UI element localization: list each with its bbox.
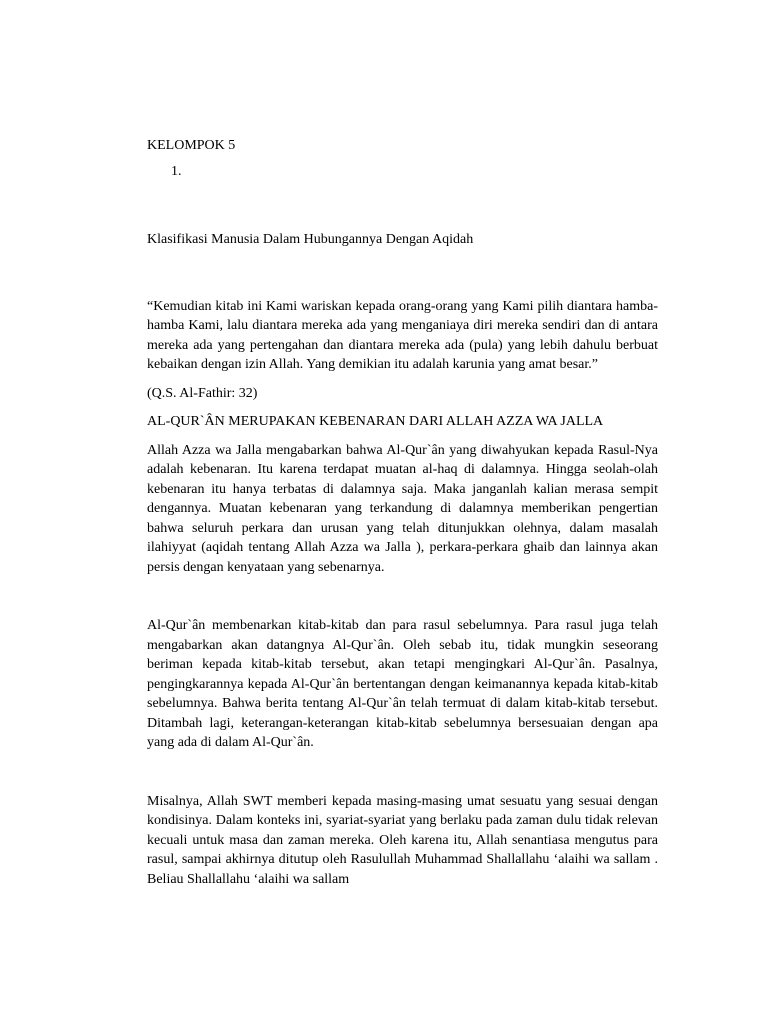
- section-title: Klasifikasi Manusia Dalam Hubungannya Dengan Aqidah: [147, 232, 474, 247]
- document-content: [147, 136, 658, 889]
- citation: (Q.S. Al-Fathir: 32): [147, 385, 258, 401]
- list-marker: 1.: [171, 163, 182, 179]
- body-paragraph-3: Misalnya, Allah SWT memberi kepada masing-masing umat sesuatu yang sesuai dengan kondisinya. Dalam konteks ini, syariat-syariat yang berlaku pada zaman dulu tidak relevan kecuali untuk masa dan zaman mereka. Oleh karena itu, Allah senantiasa mengutus para rasul, sampai akhirnya ditutup oleh Rasulullah Muhammad Shallallahu ‘alaihi wa sallam . Beliau Shallallahu ‘alaihi wa sallam: [147, 793, 658, 887]
- subheading: AL-QUR`ÂN MERUPAKAN KEBENARAN DARI ALLAH AZZA WA JALLA: [147, 414, 604, 429]
- body-paragraph-1: Allah Azza wa Jalla mengabarkan bahwa Al-Qur`ân yang diwahyukan kepada Rasul-Nya adalah kebenaran. Itu karena terdapat muatan al-haq di dalamnya. Hingga seolah-olah kebenaran itu hanya terbatas di dalamnya saja. Maka janganlah kalian merasa sempit dengannya. Muatan kebenaran yang terkandung di dalamnya memberikan pengertian bahwa seluruh perkara dan urusan yang telah ditunjukkan olehnya, dalam masalah ilahiyyat (aqidah tentang Allah Azza wa Jalla ), perkara-perkara ghaib dan lainnya akan persis dengan kenyataan yang sebenarnya.: [147, 442, 658, 575]
- group-label: KELOMPOK 5: [147, 138, 236, 153]
- quote-paragraph: “Kemudian kitab ini Kami wariskan kepada orang-orang yang Kami pilih diantara hamba-hamba Kami, lalu diantara mereka ada yang menganiaya diri mereka sendiri dan di antara mereka ada yang pertengahan dan diantara mereka ada (pula) yang lebih dahulu berbuat kebaikan dengan izin Allah. Yang demikian itu adalah karunia yang amat besar.”: [147, 298, 658, 372]
- body-paragraph-2: Al-Qur`ân membenarkan kitab-kitab dan para rasul sebelumnya. Para rasul juga telah mengabarkan akan datangnya Al-Qur`ân. Oleh sebab itu, tidak mungkin seseorang beriman kepada kitab-kitab tersebut, akan tetapi mengingkari Al-Qur`ân. Pasalnya, pengingkarannya kepada Al-Qur`ân bertentangan dengan keimanannya kepada kitab-kitab sebelumnya. Bahwa berita tentang Al-Qur`ân telah termuat di dalam kitab-kitab tersebut. Ditambah lagi, keterangan-keterangan kitab-kitab sebelumnya bersesuaian dengan apa yang ada di dalam Al-Qur`ân.: [147, 618, 658, 750]
